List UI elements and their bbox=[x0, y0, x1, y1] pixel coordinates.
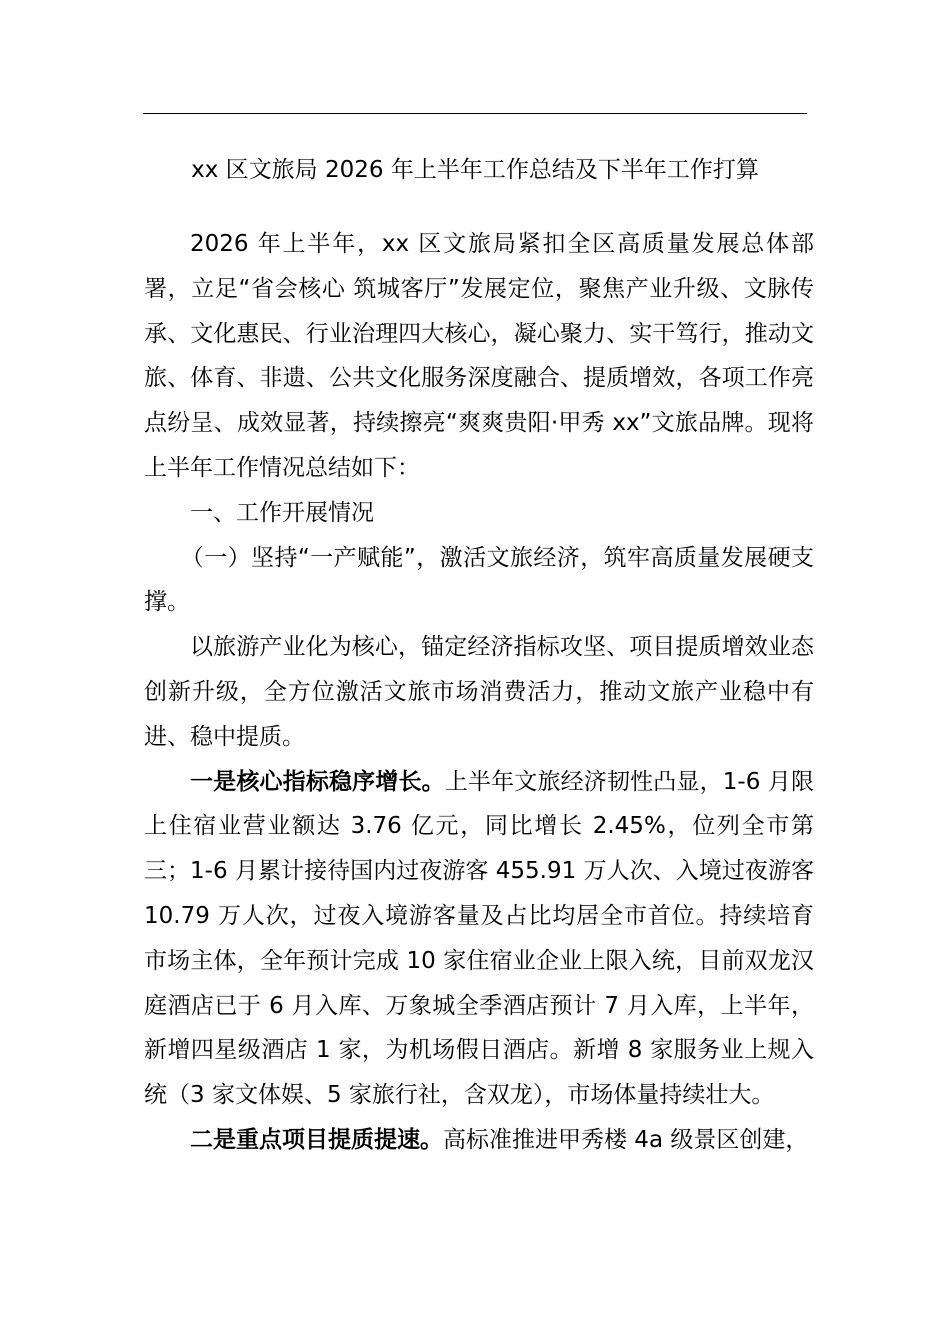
point-one-lead: 一是核心指标稳序增长。 bbox=[190, 768, 445, 795]
point-two-paragraph bbox=[144, 1118, 814, 1163]
document-title: xx 区文旅局 2026 年上半年工作总结及下半年工作打算 bbox=[191, 157, 759, 183]
point-one-paragraph bbox=[144, 760, 814, 1118]
section-heading: 一、工作开展情况 bbox=[190, 499, 374, 526]
subsection-intro-paragraph: 以旅游产业化为核心，锚定经济指标攻坚、项目提质增效业态创新升级，全方位激活文旅市场消费活力，推动文旅产业稳中有进、稳中提质。 bbox=[144, 634, 814, 750]
document-body bbox=[144, 222, 814, 1163]
point-two-lead: 二是重点项目提质提速。 bbox=[190, 1126, 443, 1153]
intro-paragraph: 2026 年上半年，xx 区文旅局紧扣全区高质量发展总体部署，立足“省会核心 筑城客厅”发展定位，聚焦产业升级、文脉传承、文化惠民、行业治理四大核心，凝心聚力、实干笃行，推动文旅、体育、非遗、公共文化服务深度融合、提质增效，各项工作亮点纷呈、成效显著，持续擦亮“爽爽贵阳·甲秀 xx”文旅品牌。现将上半年工作情况总结如下： bbox=[144, 231, 814, 481]
point-two-text: 高标准推进甲秀楼 4a 级景区创建， bbox=[443, 1126, 809, 1153]
point-one-text: 上半年文旅经济韧性凸显，1-6 月限上住宿业营业额达 3.76 亿元，同比增长 2.45%，位列全市第三；1-6 月累计接待国内过夜游客 455.91 万人次、入境过夜游客 10.79 万人次，过夜入境游客量及占比均居全市首位。持续培育市场主体，全年预计完成 10 家住宿业企业上限入统，目前双龙汉庭酒店已于 6 月入库、万象城全季酒店预计 7 月入库，上半年，新增四星级酒店 1 家，为机场假日酒店。新增 8 家服务业上规入统（3 家文体娱、5 家旅行社，含双龙），市场体量持续壮大。 bbox=[144, 768, 814, 1109]
header-rule bbox=[143, 113, 807, 114]
subsection-heading: （一）坚持“一产赋能”，激活文旅经济，筑牢高质量发展硬支撑。 bbox=[144, 544, 814, 616]
